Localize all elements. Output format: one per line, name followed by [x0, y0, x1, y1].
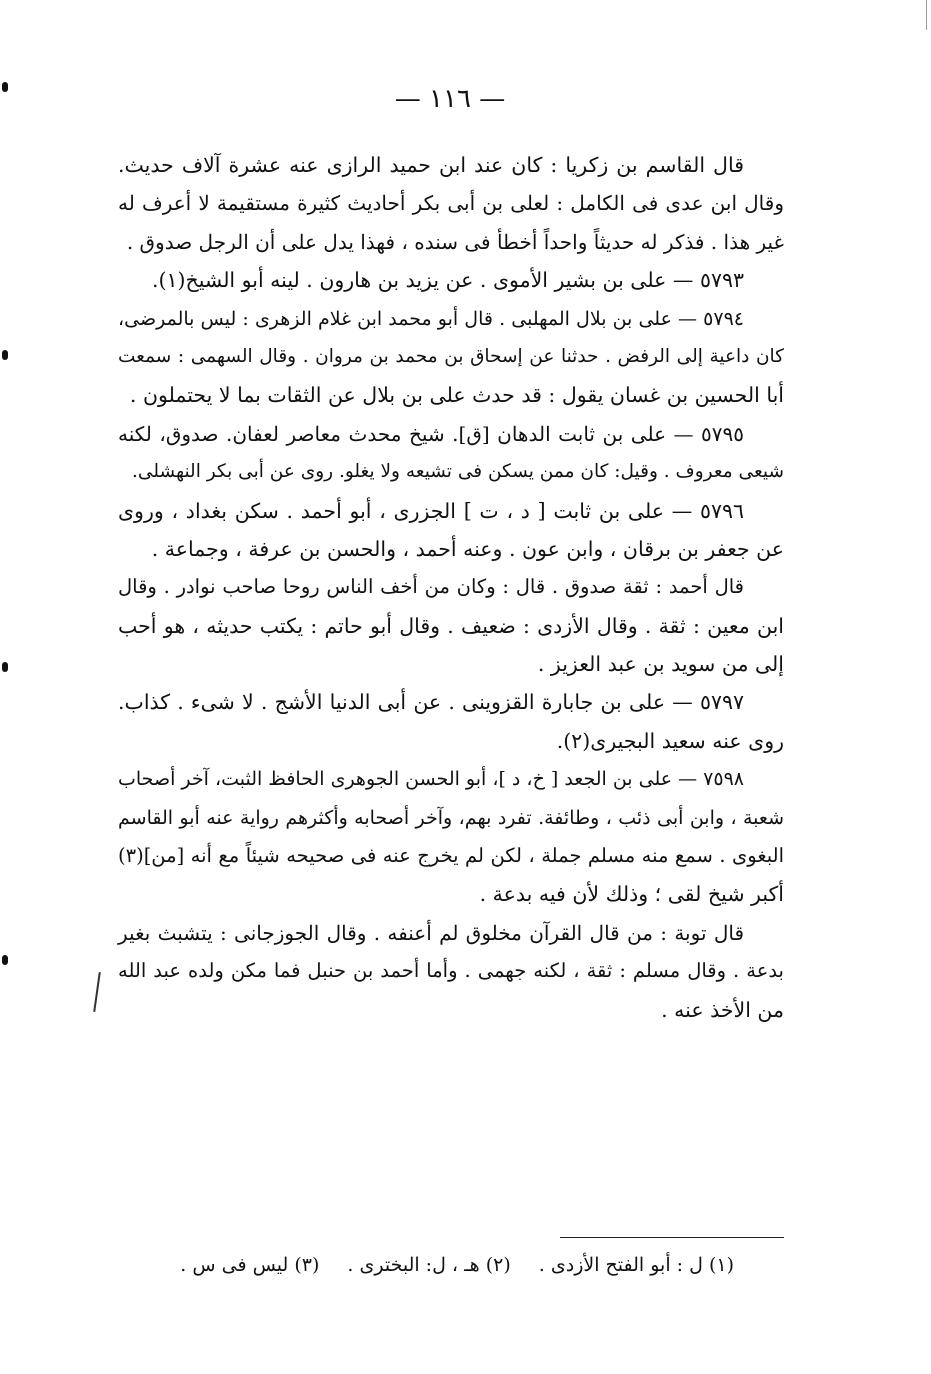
text-line: أبا الحسين بن غسان يقول : قد حدث على بن بلال عن الثقات بما لا يحتملون . [129, 383, 784, 408]
text-line: من الأخذ عنه . [661, 997, 784, 1022]
text-line: أكبر شيخ لقى ؛ وذلك لأن فيه بدعة . [479, 882, 784, 907]
footnotes [118, 1248, 734, 1282]
text-line: كان داعية إلى الرفض . حدثنا عن إسحاق بن محمد بن مروان . وقال السهمى : سمعت [118, 345, 784, 367]
text-line: قال القاسم بن زكريا : كان عند ابن حميد الرازى عنه عشرة آلاف حديث. [118, 153, 744, 177]
text-line: غير هذا . فذكر له حديثاً واحداً أخطأ فى سنده ، فهذا يدل على أن الرجل صدوق . [126, 229, 784, 254]
footnote: (٣) ليس فى س . [180, 1254, 320, 1276]
text-line: شعبة ، وابن أبى ذئب ، وطائفة. تفرد بهم، وآخر أصحابه وأكثرهم رواية عنه أبو القاسم [118, 806, 784, 829]
text-line: قال توبة : من قال القرآن مخلوق لم أعنفه . وقال الجوزجانى : يتشبث بغير [118, 920, 744, 945]
margin-stroke [93, 972, 101, 1012]
page-number: — ١١٦ — [394, 84, 506, 114]
footnote: (٢) هـ ، ل: البخترى . [347, 1254, 511, 1276]
text-line: إلى من سويد بن عبد العزيز . [537, 652, 784, 677]
margin-mark [2, 350, 8, 360]
text-line: قال أحمد : ثقة صدوق . قال : وكان من أخف الناس روحا صاحب نوادر . وقال [118, 575, 744, 599]
text-line: وقال ابن عدى فى الكامل : لعلى بن أبى بكر أحاديث كثيرة مستقيمة لا أعرف له [118, 191, 784, 216]
text-line: ٥٧٩٣ — على بن بشير الأموى . عن يزيد بن هارون . لينه أبو الشيخ(١). [151, 268, 744, 293]
text-line: بدعة . وقال مسلم : ثقة ، لكنه جهمى . وأما أحمد بن حنبل فما مكن ولده عبد الله [118, 959, 784, 983]
scan-edge-line [926, 0, 927, 30]
main-text [118, 146, 784, 1029]
margin-mark [2, 662, 8, 672]
text-line: ٥٧٩٤ — على بن بلال المهلبى . قال أبو محمد ابن غلام الزهرى : ليس بالمرضى، [118, 307, 744, 330]
text-line: عن جعفر بن برقان ، وابن عون . وعنه أحمد ، والحسن بن عرفة ، وجماعة . [151, 536, 784, 561]
text-line: البغوى . سمع منه مسلم جملة ، لكن لم يخرج عنه فى صحيحه شيئاً مع أنه [من](٣) [118, 844, 784, 868]
text-line: روى عنه سعيد البجيرى(٢). [556, 728, 784, 753]
text-line: ٧٥٩٨ — على بن الجعد [ خ، د ]، أبو الحسن الجوهرى الحافظ الثبت، آخر أصحاب [118, 768, 744, 791]
text-line: ٥٧٩٥ — على بن ثابت الدهان [ق]. شيخ محدث معاصر لعفان. صدوق، لكنه [118, 421, 744, 446]
margin-mark [2, 955, 8, 965]
text-line: ٥٧٩٧ — على بن جابارة القزوينى . عن أبى الدنيا الأشج . لا شىء . كذاب. [118, 690, 744, 715]
text-line: شيعى معروف . وقيل: كان ممن يسكن فى تشيعه ولا يغلو. روى عن أبى بكر النهشلى. [132, 461, 784, 483]
footnote-separator [560, 1237, 784, 1238]
text-line: ابن معين : ثقة . وقال الأزدى : ضعيف . وقال أبو حاتم : يكتب حديثه ، هو أحب [118, 613, 784, 638]
text-line: ٥٧٩٦ — على بن ثابت [ د ، ت ] الجزرى ، أبو أحمد . سكن بغداد ، وروى [118, 498, 744, 523]
footnote: (١) ل : أبو الفتح الأزدى . [538, 1254, 734, 1276]
